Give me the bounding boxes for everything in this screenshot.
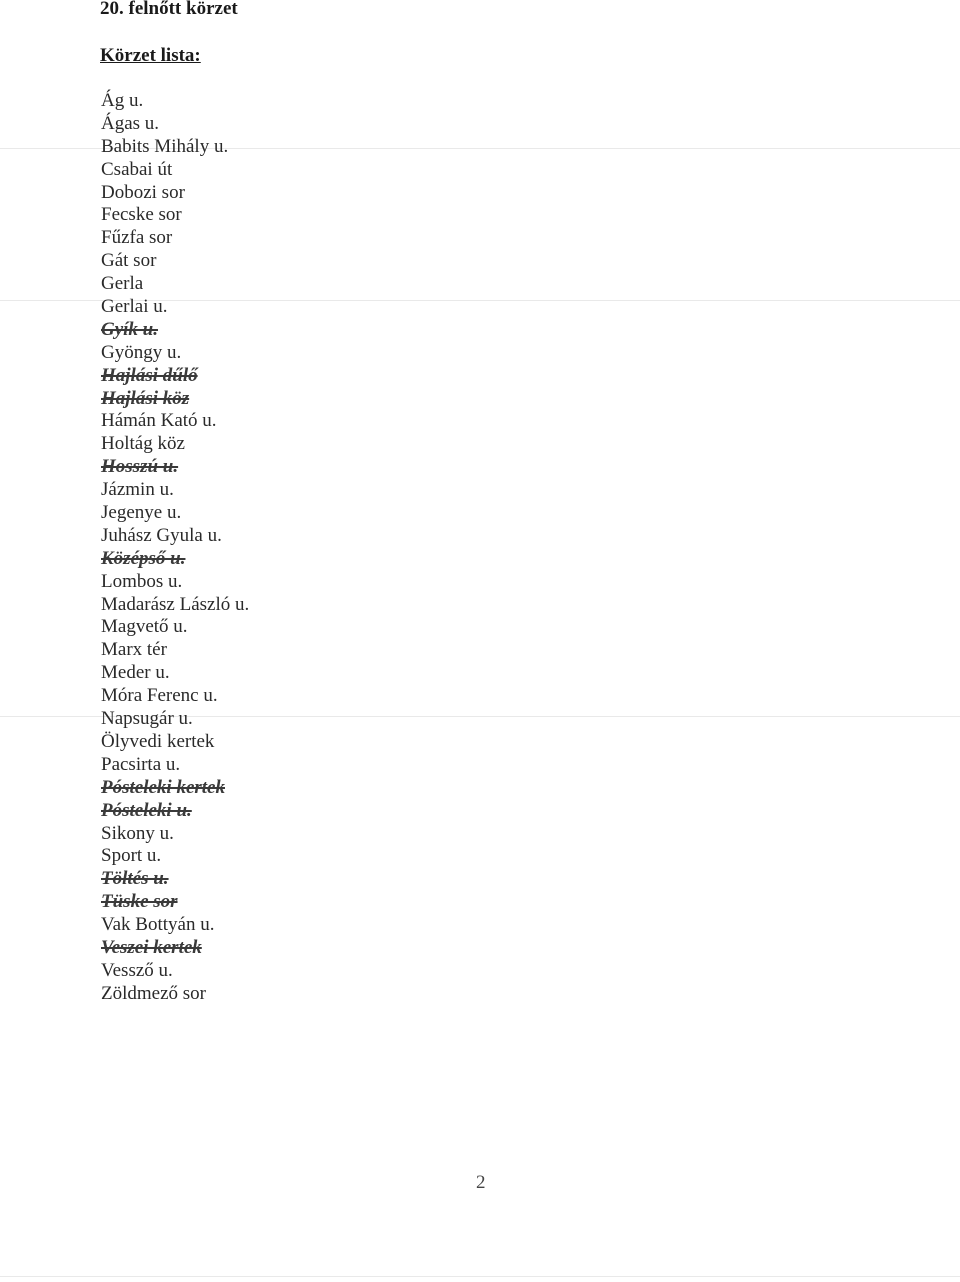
street-item: Sport u. bbox=[101, 845, 162, 867]
street-item: Meder u. bbox=[101, 662, 170, 684]
street-list bbox=[101, 90, 249, 1006]
street-item: Gyöngy u. bbox=[101, 341, 182, 363]
street-item: Gerla bbox=[101, 273, 144, 295]
street-item-struck: Pósteleki kertek bbox=[101, 776, 225, 798]
street-item-struck: Hajlási köz bbox=[101, 387, 190, 409]
street-item: Juhász Gyula u. bbox=[101, 524, 222, 546]
street-item: Gerlai u. bbox=[101, 296, 168, 318]
street-item: Dobozi sor bbox=[101, 181, 185, 203]
page-number: 2 bbox=[476, 1172, 486, 1193]
street-item-struck: Hajlási dűlő bbox=[101, 364, 198, 386]
street-item: Ölyvedi kertek bbox=[101, 730, 215, 752]
street-item: Zöldmező sor bbox=[101, 982, 207, 1004]
street-item: Jázmin u. bbox=[101, 479, 174, 501]
street-item: Ág u. bbox=[101, 90, 144, 111]
street-item-struck: Veszei kertek bbox=[101, 936, 202, 958]
street-item: Napsugár u. bbox=[101, 708, 193, 730]
street-item: Madarász László u. bbox=[101, 593, 250, 615]
list-heading: Körzet lista: bbox=[100, 45, 201, 66]
street-item: Móra Ferenc u. bbox=[101, 685, 218, 707]
street-item-struck: Gyík u. bbox=[101, 318, 158, 340]
street-item: Fecske sor bbox=[101, 204, 182, 226]
street-item: Sikony u. bbox=[101, 822, 174, 844]
page-title: 20. felnőtt körzet bbox=[100, 0, 238, 19]
street-item: Vak Bottyán u. bbox=[101, 914, 215, 936]
street-item: Magvető u. bbox=[101, 616, 188, 638]
street-item: Marx tér bbox=[101, 639, 167, 661]
street-item: Vessző u. bbox=[101, 959, 173, 981]
street-item-struck: Pósteleki u. bbox=[101, 799, 192, 821]
street-item-struck: Hosszú u. bbox=[101, 456, 179, 478]
street-item: Gát sor bbox=[101, 250, 157, 272]
street-item: Babits Mihály u. bbox=[101, 135, 229, 157]
street-item: Ágas u. bbox=[101, 112, 160, 134]
street-item-struck: Középső u. bbox=[101, 547, 186, 569]
street-item: Pacsirta u. bbox=[101, 753, 181, 775]
scan-artifact-line bbox=[0, 1276, 960, 1277]
street-item: Holtág köz bbox=[101, 433, 185, 455]
street-item: Lombos u. bbox=[101, 570, 183, 592]
street-item-struck: Töltés u. bbox=[101, 868, 169, 890]
street-item: Csabai út bbox=[101, 158, 173, 180]
street-item-struck: Tüske sor bbox=[101, 891, 178, 913]
street-item: Jegenye u. bbox=[101, 502, 182, 524]
street-item: Hámán Kató u. bbox=[101, 410, 217, 432]
street-item: Fűzfa sor bbox=[101, 227, 173, 249]
